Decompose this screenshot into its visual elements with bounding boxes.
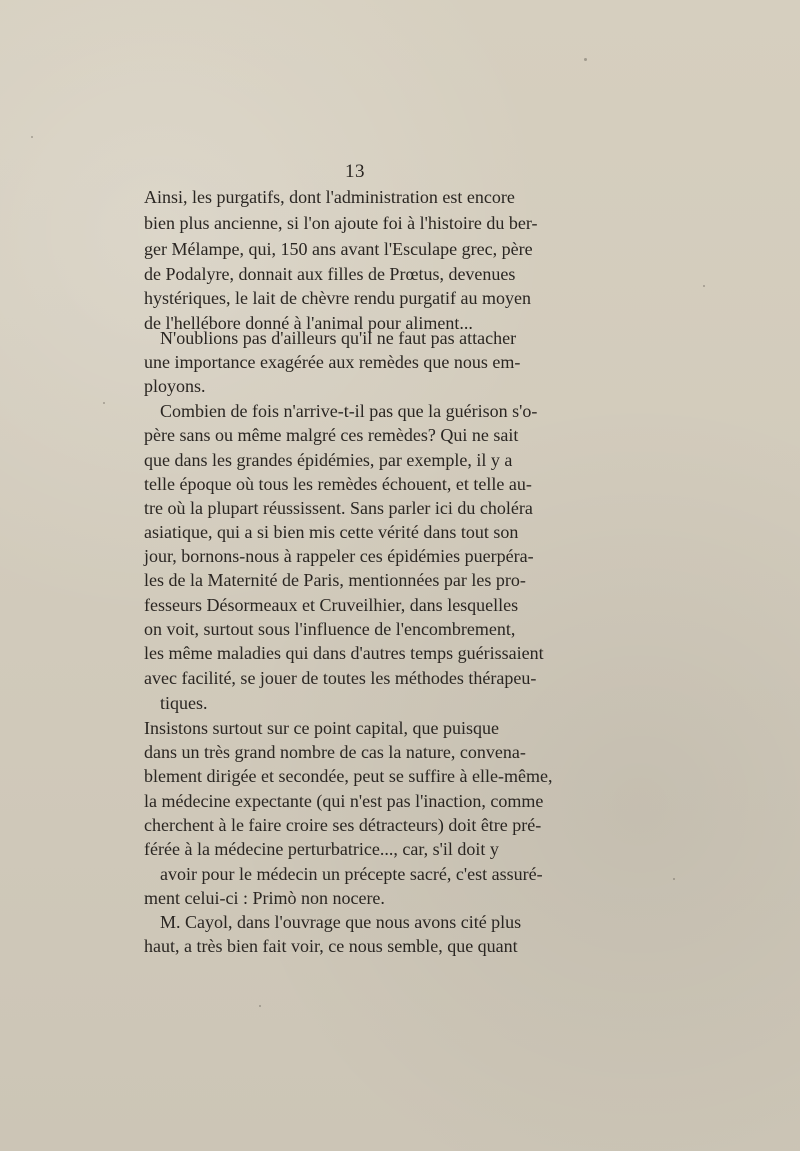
text-line: ment celui-ci : Primò non nocere. — [144, 888, 385, 908]
paper-speck — [31, 136, 33, 138]
text-line: père sans ou même malgré ces remèdes? Qui ne sait — [144, 425, 519, 445]
text-line: tiques. — [160, 693, 208, 713]
text-line: haut, a très bien fait voir, ce nous semble, que quant — [144, 936, 518, 956]
text-line: cherchent à le faire croire ses détracteurs) doit être pré- — [144, 815, 542, 835]
paper-speck — [703, 285, 705, 287]
text-line: on voit, surtout sous l'influence de l'encombrement, — [144, 619, 516, 639]
text-line: ger Mélampe, qui, 150 ans avant l'Esculape grec, père — [144, 239, 533, 259]
text-line: les même maladies qui dans d'autres temps guérissaient — [144, 643, 544, 663]
text-line: de l'hellébore donné à l'animal pour aliment... — [144, 313, 473, 333]
text-line: asiatique, qui a si bien mis cette vérité dans tout son — [144, 522, 519, 542]
text-line: une importance exagérée aux remèdes que nous em- — [144, 352, 521, 372]
text-line: hystériques, le lait de chèvre rendu purgatif au moyen — [144, 288, 532, 308]
text-line: de Podalyre, donnait aux filles de Prœtus, devenues — [144, 264, 516, 284]
text-line: N'oublions pas d'ailleurs qu'il ne faut pas attacher — [160, 328, 517, 348]
text-line: Combien de fois n'arrive-t-il pas que la guérison s'o- — [160, 401, 538, 421]
paper-speck — [103, 402, 105, 404]
text-line: tre où la plupart réussissent. Sans parler ici du choléra — [144, 498, 533, 518]
text-line: Insistons surtout sur ce point capital, que puisque — [144, 718, 499, 738]
text-line: telle époque où tous les remèdes échouent, et telle au- — [144, 474, 532, 494]
text-line: avec facilité, se jouer de toutes les méthodes thérapeu- — [144, 668, 537, 688]
paper-speck — [673, 878, 675, 880]
text-line: bien plus ancienne, si l'on ajoute foi à l'histoire du ber- — [144, 213, 538, 233]
paper-speck — [584, 58, 587, 61]
paper-speck — [259, 1005, 261, 1007]
text-line: que dans les grandes épidémies, par exemple, il y a — [144, 450, 513, 470]
text-line: fesseurs Désormeaux et Cruveilhier, dans lesquelles — [144, 595, 519, 615]
text-line: dans un très grand nombre de cas la nature, convena- — [144, 742, 526, 762]
text-line: jour, bornons-nous à rappeler ces épidémies puerpéra- — [144, 546, 534, 566]
page-number: 13 — [345, 161, 365, 182]
text-line: M. Cayol, dans l'ouvrage que nous avons cité plus — [160, 912, 522, 932]
text-line: la médecine expectante (qui n'est pas l'inaction, comme — [144, 791, 544, 811]
text-line: férée à la médecine perturbatrice..., car, s'il doit y — [144, 839, 499, 859]
text-line: blement dirigée et secondée, peut se suffire à elle-même, — [144, 766, 553, 786]
text-line: ployons. — [144, 376, 206, 396]
text-line: avoir pour le médecin un précepte sacré, c'est assuré- — [160, 864, 543, 884]
text-line: Ainsi, les purgatifs, dont l'administration est encore — [144, 187, 515, 207]
text-line: les de la Maternité de Paris, mentionnées par les pro- — [144, 570, 526, 590]
